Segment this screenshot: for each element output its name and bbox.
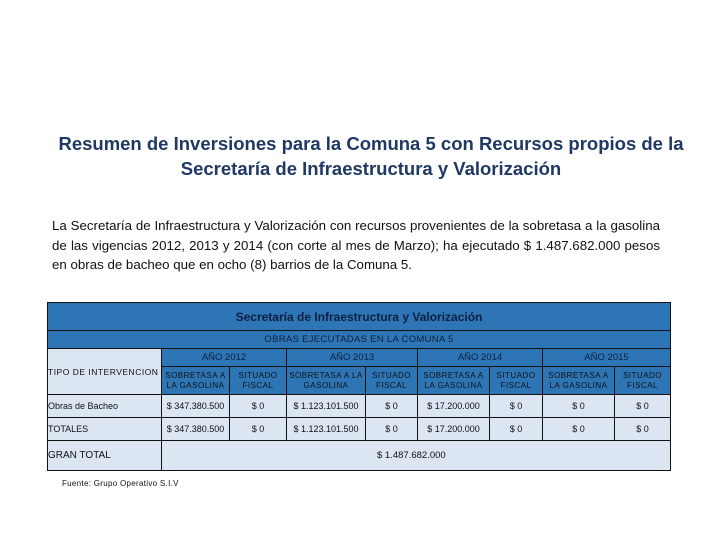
- situado-fiscal-header: SITUADO FISCAL: [366, 367, 418, 395]
- sobretasa-header: SOBRETASA A LA GASOLINA: [543, 367, 615, 395]
- investment-table: [47, 302, 671, 471]
- value-cell: $ 0: [366, 395, 418, 418]
- grand-total-label: GRAN TOTAL: [48, 441, 162, 471]
- situado-fiscal-header: SITUADO FISCAL: [615, 367, 671, 395]
- value-cell: $ 0: [543, 395, 615, 418]
- year-header: AÑO 2013: [287, 349, 418, 367]
- year-header: AÑO 2012: [162, 349, 287, 367]
- grand-total-value: $ 1.487.682.000: [162, 441, 671, 471]
- value-cell: $ 0: [615, 395, 671, 418]
- value-cell: $ 0: [230, 395, 287, 418]
- value-cell: $ 347.380.500: [162, 395, 230, 418]
- value-cell: $ 0: [490, 395, 543, 418]
- type-header: TIPO DE INTERVENCION: [48, 349, 162, 395]
- table-title: Secretaría de Infraestructura y Valorización: [48, 303, 671, 331]
- value-cell: $ 0: [230, 418, 287, 441]
- value-cell: $ 0: [543, 418, 615, 441]
- value-cell: $ 17.200.000: [418, 418, 490, 441]
- value-cell: $ 347.380.500: [162, 418, 230, 441]
- value-cell: $ 1.123.101.500: [287, 418, 366, 441]
- value-cell: $ 0: [490, 418, 543, 441]
- sobretasa-header: SOBRETASA A LA GASOLINA: [418, 367, 490, 395]
- year-header: AÑO 2014: [418, 349, 543, 367]
- sobretasa-header: SOBRETASA A LA GASOLINA: [162, 367, 230, 395]
- value-cell: $ 1.123.101.500: [287, 395, 366, 418]
- situado-fiscal-header: SITUADO FISCAL: [230, 367, 287, 395]
- source-note: Fuente: Grupo Operativo S.I.V: [62, 479, 179, 488]
- row-label: TOTALES: [48, 418, 162, 441]
- year-header: AÑO 2015: [543, 349, 671, 367]
- page-title: Resumen de Inversiones para la Comuna 5 con Recursos propios de la Secretaría de Infraestructura y Valorización: [58, 133, 684, 179]
- table-subtitle: OBRAS EJECUTADAS EN LA COMUNA 5: [48, 331, 671, 349]
- summary-paragraph: La Secretaría de Infraestructura y Valorización con recursos provenientes de la sobretasa a la gasolina de las vigencias 2012, 2013 y 2014 (con corte al mes de Marzo); ha ejecutado $ 1.487.682.000 pesos en obras de bacheo que en ocho (8) barrios de la Comuna 5.: [52, 218, 660, 272]
- value-cell: $ 0: [366, 418, 418, 441]
- value-cell: $ 17.200.000: [418, 395, 490, 418]
- table-row: [48, 395, 671, 418]
- value-cell: $ 0: [615, 418, 671, 441]
- row-label: Obras de Bacheo: [48, 395, 162, 418]
- table-row: [48, 418, 671, 441]
- sobretasa-header: SOBRETASA A LA GASOLINA: [287, 367, 366, 395]
- situado-fiscal-header: SITUADO FISCAL: [490, 367, 543, 395]
